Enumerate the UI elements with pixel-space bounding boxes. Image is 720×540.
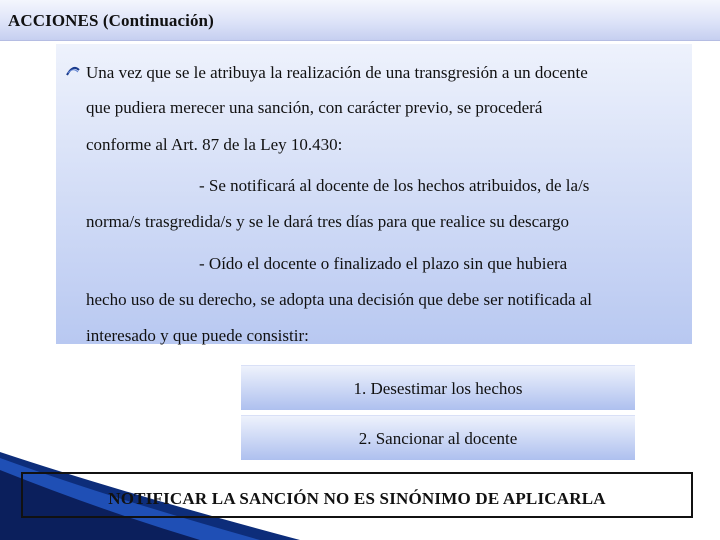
notice-box: [21, 472, 693, 518]
notice-text: NOTIFICAR LA SANCIÓN NO ES SINÓNIMO DE APLICARLA: [108, 489, 606, 508]
paragraph-line: norma/s trasgredida/s y se le dará tres días para que realice su descargo: [86, 212, 570, 231]
option-sancionar: [241, 415, 635, 460]
paragraph-line: conforme al Art. 87 de la Ley 10.430:: [86, 135, 343, 154]
option-label: 1. Desestimar los hechos: [353, 379, 523, 398]
paragraph-line: - Oído el docente o finalizado el plazo sin que hubiera: [199, 254, 568, 273]
paragraph-line: Una vez que se le atribuya la realización de una transgresión a un docente: [86, 63, 588, 82]
paragraph-line: interesado y que puede consistir:: [86, 326, 309, 345]
title-bar: [0, 0, 720, 41]
page-title: ACCIONES (Continuación): [8, 11, 214, 30]
bullet-icon: [66, 66, 80, 76]
option-label: 2. Sancionar al docente: [358, 429, 518, 448]
paragraph-line: que pudiera merecer una sanción, con carácter previo, se procederá: [86, 98, 543, 117]
option-desestimar: [241, 365, 635, 410]
paragraph-line: - Se notificará al docente de los hechos atribuidos, de la/s: [199, 176, 590, 195]
paragraph-line: hecho uso de su derecho, se adopta una decisión que debe ser notificada al: [86, 290, 593, 309]
